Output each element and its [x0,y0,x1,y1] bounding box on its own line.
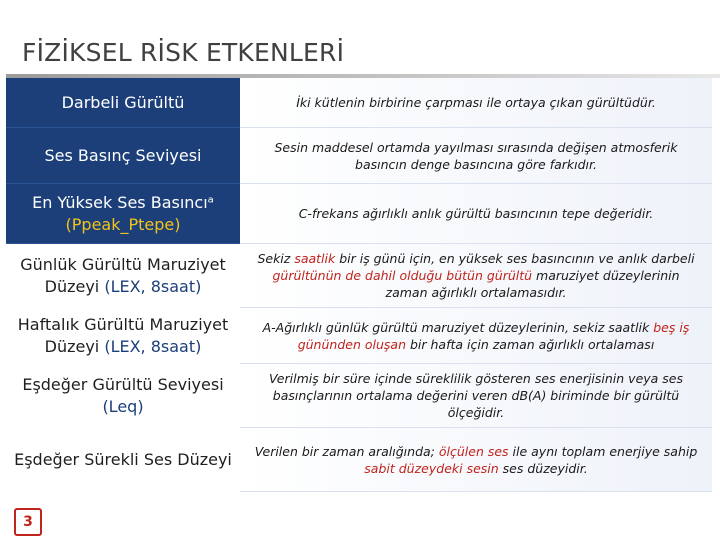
definitions-table [6,78,712,492]
table-row [6,308,712,364]
table-row [6,364,712,428]
term-label: Eşdeğer Gürültü Seviyesi [22,374,224,394]
definition-cell [240,244,712,308]
term-cell [6,244,240,308]
term-cell [6,364,240,428]
definition-text: C-frekans ağırlıklı anlık gürültü basıncının tepe değeridir. [298,206,654,221]
term-label: Ses Basınç Seviyesi [44,145,202,165]
highlight-text: saatlik [294,251,336,266]
term-label: Darbeli Gürültü [61,92,185,112]
definition-cell [240,364,712,428]
term-label: Haftalık Gürültü Maruziyet [17,314,229,334]
table-row [6,244,712,308]
definition-text: A-Ağırlıklı günlük gürültü maruziyet düzeylerinin, sekiz saatlik beş iş gününden oluşan bir hafta için zaman ağırlıklı ortalaması [262,319,690,352]
definition-text: Verilmiş bir süre içinde süreklilik gösteren ses enerjisinin veya ses basınçlarının ortalama değerini veren dB(A) biriminde bir gürültü ölçeğidir. [268,371,684,420]
term-label: Eşdeğer Sürekli Ses Düzeyi [14,449,232,469]
definition-text: Sesin maddesel ortamda yayılması sırasında değişen atmosferik basıncın denge basıncına göre farkıdır. [274,139,678,172]
slide-title: FİZİKSEL RİSK ETKENLERİ [22,38,345,67]
definition-text: Verilen bir zaman aralığında; ölçülen ses ile aynı toplam enerjiye sahip sabit düzeydeki sesin ses düzeyidir. [254,443,698,476]
definition-text: Sekiz saatlik bir iş günü için, en yüksek ses basıncının ve anlık darbeli gürültünün de dahil olduğu bütün gürültü maruziyet düzeylerinin zaman ağırlıklı ortalamasıdır. [257,251,695,300]
term-label: Günlük Gürültü Maruziyet [20,254,226,274]
definition-cell [240,184,712,244]
term-cell [6,184,240,244]
definition-cell [240,308,712,364]
term-cell [6,78,240,128]
term-label-line2: Düzeyi (LEX, 8saat) [44,276,202,296]
table-row [6,128,712,184]
definition-cell [240,128,712,184]
table-row [6,428,712,492]
highlight-text: ölçülen ses [438,443,509,459]
term-label-line2: Düzeyi (LEX, 8saat) [44,336,202,356]
term-symbol: (Leq) [102,396,144,416]
definition-cell [240,78,712,128]
highlight-text: sabit düzeydeki sesin [364,460,499,476]
term-symbol: (LEX, 8saat) [104,276,202,296]
term-cell [6,128,240,184]
term-cell [6,428,240,492]
term-symbol: (LEX, 8saat) [104,336,202,356]
term-symbol: (Ppeak_Ptepe) [65,214,181,234]
page-number-badge: 3 [14,508,42,536]
term-cell [6,308,240,364]
definition-text: İki kütlenin birbirine çarpması ile ortaya çıkan gürültüdür. [296,95,656,110]
highlight-text: gürültünün de dahil olduğu bütün gürültü [272,268,533,283]
table-row [6,184,712,244]
term-label: En Yüksek Ses Basıncıᵃ [32,192,214,212]
definition-cell [240,428,712,492]
highlight-text: beş iş gününden oluşan [297,319,690,352]
table-row [6,78,712,128]
